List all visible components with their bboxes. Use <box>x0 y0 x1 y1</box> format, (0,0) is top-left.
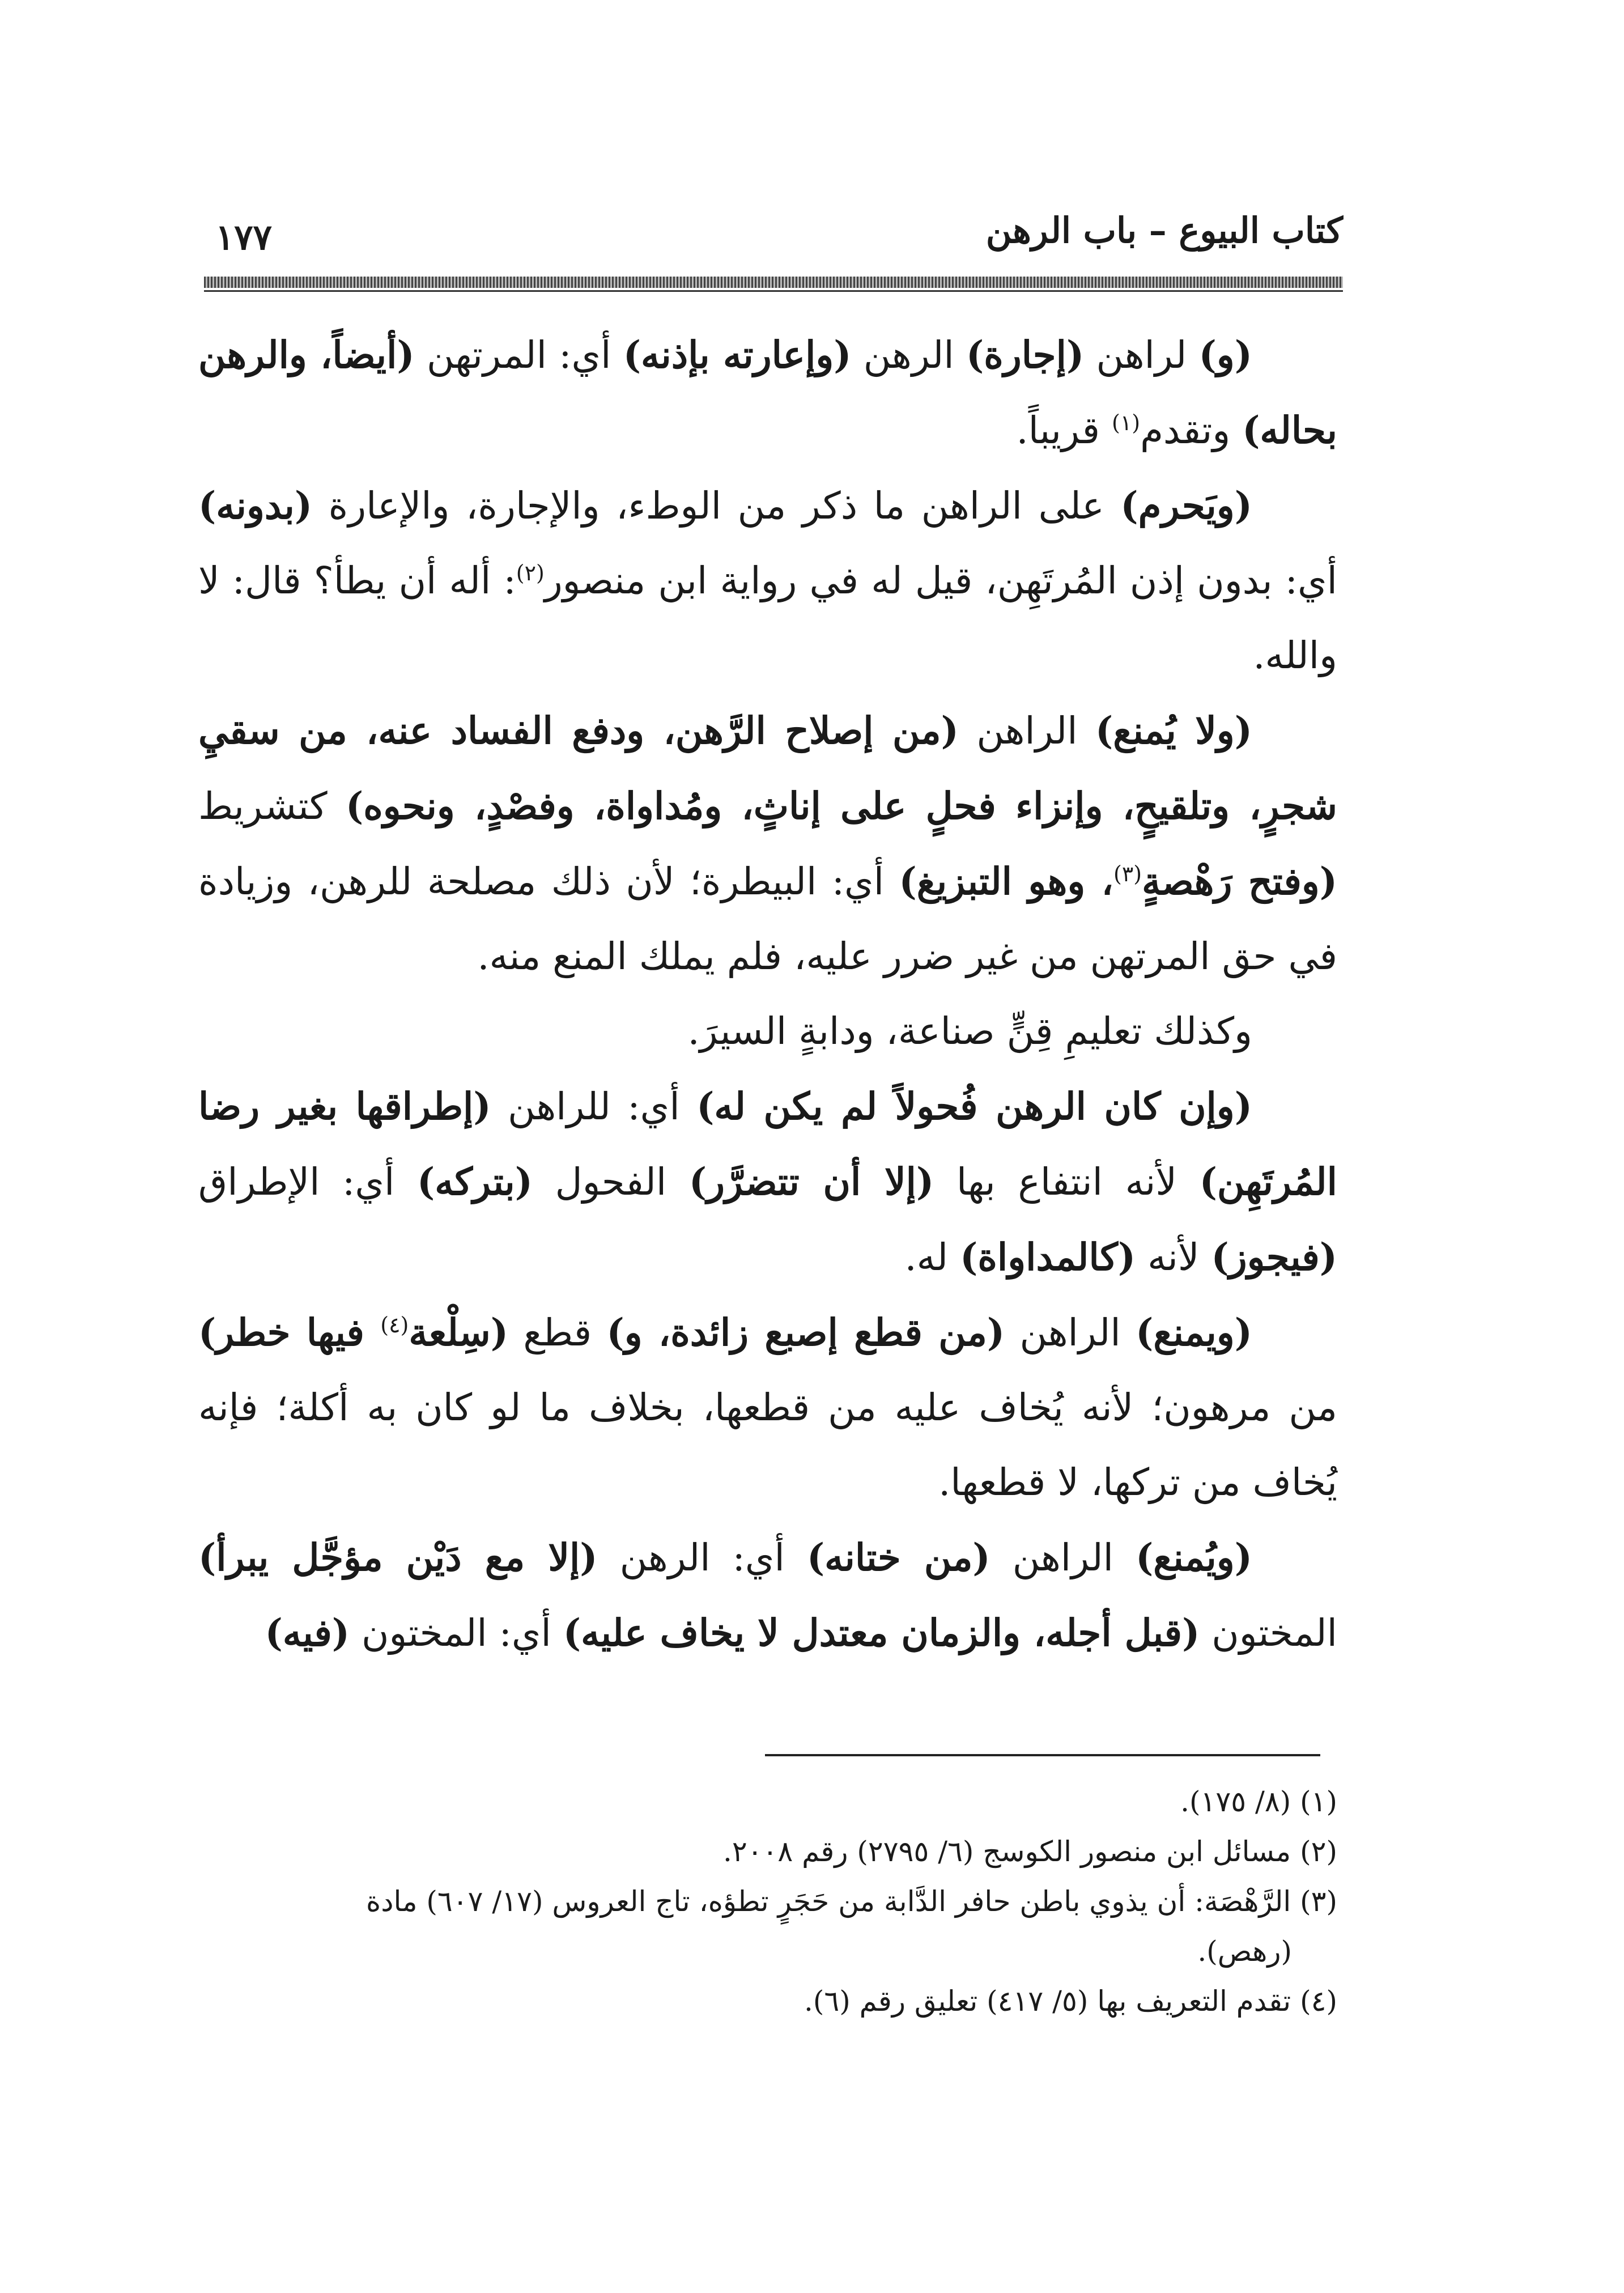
sharh-text: الفحول <box>533 1160 689 1204</box>
sharh-text: لأنه انتفاع بها <box>934 1160 1200 1204</box>
footnote-ref[interactable]: (٢) <box>516 560 545 585</box>
matn-text: (إطراقها بغير رضا المُرتَهِن) <box>198 1084 1337 1204</box>
matn-text: (من إصلاح الرَّهن، ودفع الفساد عنه، من سقيِ شجرٍ، وتلقيحٍ، وإنزاء فحلٍ على إناثٍ، ومُداواة، وفصْدٍ، ونحوه) <box>198 708 1337 828</box>
matn-text: (بدونه) <box>198 483 313 528</box>
paragraph-3 <box>198 693 1337 994</box>
sharh-text: على الراهن ما ذكر من الوطء، والإجارة، والإعارة <box>312 484 1121 528</box>
matn-text: (إلا أن تتضرَّر) <box>688 1160 934 1204</box>
matn-text: (ويمنع) <box>1136 1310 1252 1354</box>
matn-text: (من ختانه) <box>806 1535 990 1579</box>
footnote-separator <box>765 1754 1320 1756</box>
sharh-text: الراهن <box>1005 1311 1136 1354</box>
paragraph-2 <box>198 468 1337 693</box>
sharh-text: قطع <box>508 1311 607 1354</box>
matn-text: (وإعارته بإذنه) <box>623 333 852 377</box>
sharh-text: أي: البيطرة؛ لأن ذلك مصلحة للرهن، وزيادة في حق المرتهن من غير ضرر عليه، فلم يملك المنع منه. <box>198 860 1337 978</box>
matn-text: (بتركه) <box>417 1160 533 1204</box>
footnote-2: (٢) مسائل ابن منصور الكوسج (٦/ ٢٧٩٥) رقم ٢٠٠٨. <box>722 1835 1337 1868</box>
sharh-text: أي: المرتهن <box>414 333 623 377</box>
sharh-text: المختون <box>1200 1611 1337 1655</box>
footnote-ref[interactable]: (٤) <box>380 1313 409 1337</box>
matn-text: (من قطع إصبع زائدة، و) <box>606 1310 1005 1354</box>
sharh-text: له. <box>904 1235 960 1279</box>
sharh-text: أي: الرهن <box>597 1536 807 1579</box>
sharh-text: لراهن <box>1084 333 1199 377</box>
matn-text: (وإن كان الرهن فُحولاً لم يكن له) <box>696 1084 1252 1128</box>
sharh-text: من مرهون؛ لأنه يُخاف عليه من قطعها، بخلاف ما لو كان به أكلة؛ فإنه يُخاف من تركها، لا قطعها. <box>198 1386 1337 1504</box>
footnote-1: (١) (٨/ ١٧٥). <box>1180 1785 1337 1818</box>
footnotes <box>198 1777 1337 2026</box>
matn-text: (أيضاً، والرهن بحاله) <box>198 333 1337 452</box>
header-title: كتاب البيوع – باب الرهن <box>985 210 1343 251</box>
sharh-text: الراهن <box>958 709 1096 753</box>
paragraph-4: وكذلك تعليمِ قِنٍّ صناعة، ودابةٍ السيرَ. <box>687 1009 1252 1053</box>
sharh-text: الراهن <box>990 1536 1136 1579</box>
sharh-text: أي: للراهن <box>491 1085 697 1128</box>
paragraph-5 <box>198 1069 1337 1295</box>
paragraph-1 <box>198 317 1337 468</box>
sharh-text: أي: المختون <box>349 1611 563 1655</box>
sharh-text: قريباً. <box>1016 409 1112 452</box>
body-text <box>198 317 1337 1671</box>
sharh-text: أي: الإطراق <box>198 1160 418 1204</box>
paragraph-7 <box>198 1520 1337 1671</box>
matn-text: (كالمداواة) <box>960 1235 1136 1279</box>
matn-text: (فيه) <box>265 1611 350 1655</box>
footnote-ref[interactable]: (١) <box>1111 410 1141 435</box>
matn-text: (ويُمنع) <box>1136 1535 1252 1579</box>
matn-text: (إلا مع دَيْن مؤجَّل يبرأ) <box>198 1535 598 1579</box>
matn-text: (سِلْعة <box>409 1310 508 1354</box>
header-rule-line <box>204 290 1343 292</box>
paragraph-6 <box>198 1295 1337 1520</box>
footnote-4: (٤) تقدم التعريف بها (٥/ ٤١٧) تعليق رقم (٦). <box>804 1985 1337 2018</box>
matn-text: فيها خطر) <box>198 1310 381 1354</box>
footnote-3: (٣) الرَّهْصَة: أن يذوي باطن حافر الدَّابة من حَجَرٍ تطؤه، تاج العروس (١٧/ ٦٠٧) مادة <box>366 1885 1337 1918</box>
matn-text: (ويَحرم) <box>1120 483 1252 528</box>
sharh-text: لأنه <box>1136 1235 1211 1279</box>
matn-text: (إجارة) <box>966 333 1085 377</box>
matn-text: (فيجوز) <box>1211 1235 1337 1279</box>
matn-text: (وفتح رَهْصةٍ <box>1142 859 1338 903</box>
footnote-ref[interactable]: (٣) <box>1113 861 1142 886</box>
running-header <box>204 210 1343 272</box>
sharh-text: أي: بدون إذن المُرتَهِن، قيل له في رواية ابن منصور <box>544 559 1337 602</box>
header-rule <box>204 277 1343 288</box>
sharh-text: كتشريط <box>198 784 346 828</box>
sharh-text: الرهن <box>851 333 967 377</box>
matn-text: ، وهو التبزيغ) <box>899 859 1113 903</box>
matn-text: (قبل أجله، والزمان معتدل لا يخاف عليه) <box>563 1611 1200 1655</box>
footnote-3-continued: (رهص). <box>1197 1935 1292 1968</box>
sharh-text: : أله أن يطأ؟ قال: لا والله. <box>198 559 1337 677</box>
matn-text: (ولا يُمنع) <box>1095 708 1252 753</box>
page-number: ١٧٧ <box>215 216 272 258</box>
sharh-text: وتقدم <box>1140 409 1243 452</box>
matn-text: (و) <box>1198 333 1252 377</box>
